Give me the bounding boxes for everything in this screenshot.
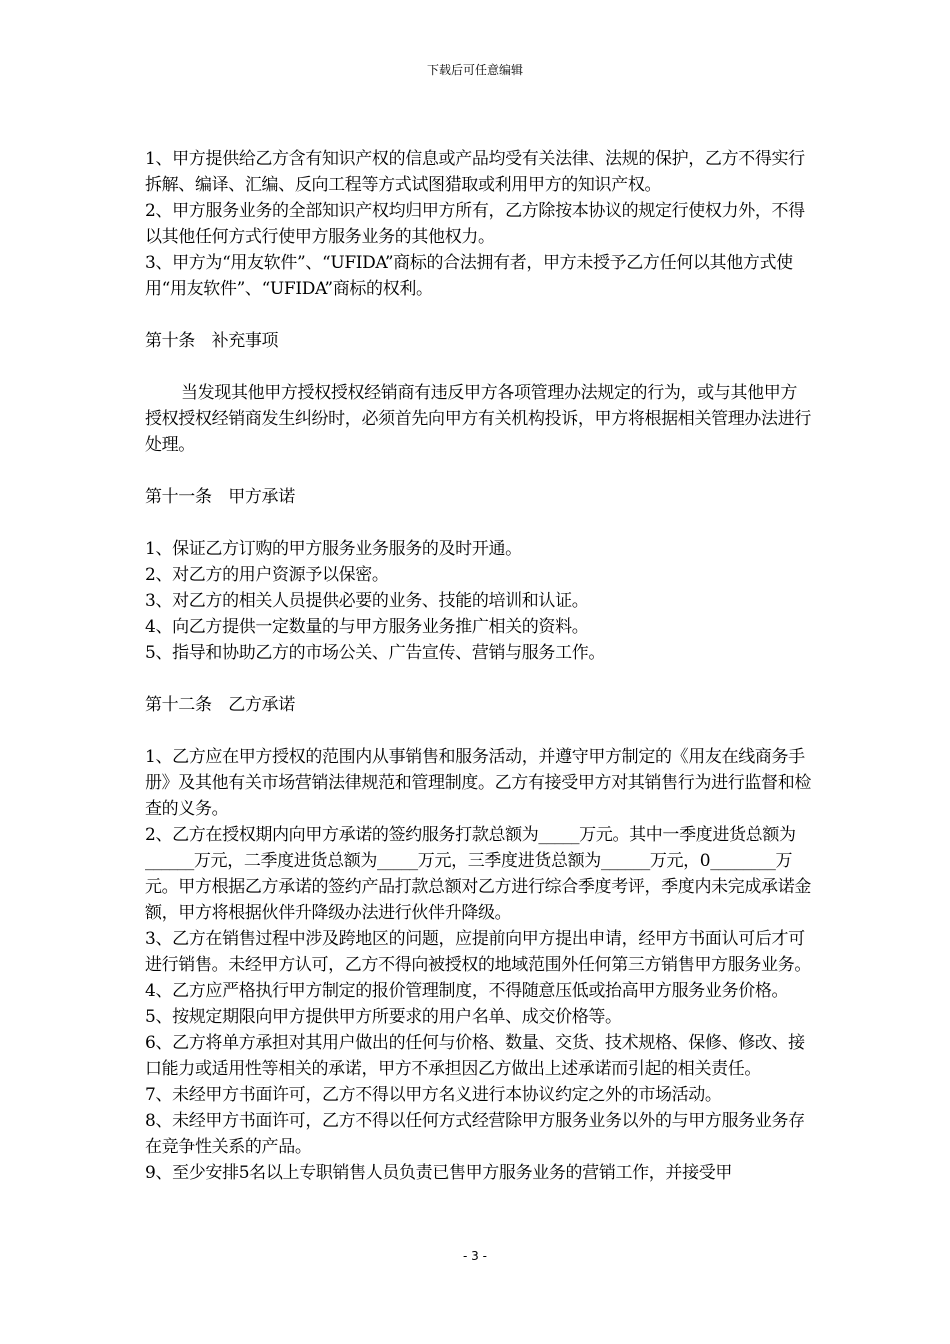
section-heading-article-11: 第十一条 甲方承诺 xyxy=(145,487,295,507)
article-11-item-2: 2、对乙方的用户资源予以保密。 xyxy=(145,565,389,585)
article-12-item-1: 1、乙方应在甲方授权的范围内从事销售和服务活动，并遵守甲方制定的《用友在线商务手册》及其他有关市场营销法律规范和管理制度。乙方有接受甲方对其销售行为进行监督和检查的义务。 xyxy=(145,747,811,819)
article-11-item-3: 3、对乙方的相关人员提供必要的业务、技能的培训和认证。 xyxy=(145,591,589,611)
article-11-item-5: 5、指导和协助乙方的市场公关、广告宣传、营销与服务工作。 xyxy=(145,643,606,663)
article-12-item-9: 9、至少安排5名以上专职销售人员负责已售甲方服务业务的营销工作，并接受甲 xyxy=(145,1163,733,1183)
section-heading-article-12: 第十二条 乙方承诺 xyxy=(145,695,295,715)
document-body xyxy=(145,146,813,1186)
article-12-item-3: 3、乙方在销售过程中涉及跨地区的问题，应提前向甲方提出申请，经甲方书面认可后才可进行销售。未经甲方认可，乙方不得向被授权的地域范围外任何第三方销售甲方服务业务。 xyxy=(145,929,811,975)
page-header: 下载后可任意编辑 xyxy=(426,63,523,77)
ip-clause-3: 3、甲方为“用友软件”、“UFIDA”商标的合法拥有者，甲方未授予乙方任何以其他方式使用“用友软件”、“UFIDA”商标的权利。 xyxy=(145,253,793,299)
article-12-item-6: 6、乙方将单方承担对其用户做出的任何与价格、数量、交货、技术规格、保修、修改、接口能力或适用性等相关的承诺，甲方不承担因乙方做出上述承诺而引起的相关责任。 xyxy=(145,1033,805,1079)
article-11-item-1: 1、保证乙方订购的甲方服务业务服务的及时开通。 xyxy=(145,539,522,559)
article-11-item-4: 4、向乙方提供一定数量的与甲方服务业务推广相关的资料。 xyxy=(145,617,589,637)
article-12-item-8: 8、未经甲方书面许可，乙方不得以任何方式经营除甲方服务业务以外的与甲方服务业务存在竞争性关系的产品。 xyxy=(145,1111,805,1157)
ip-clause-2: 2、甲方服务业务的全部知识产权均归甲方所有，乙方除按本协议的规定行使权力外，不得以其他任何方式行使甲方服务业务的其他权力。 xyxy=(145,201,805,247)
article-12-item-4: 4、乙方应严格执行甲方制定的报价管理制度，不得随意压低或抬高甲方服务业务价格。 xyxy=(145,981,789,1001)
ip-clause-1: 1、甲方提供给乙方含有知识产权的信息或产品均受有关法律、法规的保护，乙方不得实行拆解、编译、汇编、反向工程等方式试图猎取或利用甲方的知识产权。 xyxy=(145,149,805,195)
page-number: - 3 - xyxy=(463,1249,487,1263)
section-heading-article-10: 第十条 补充事项 xyxy=(145,331,279,351)
article-12-item-7: 7、未经甲方书面许可，乙方不得以甲方名义进行本协议约定之外的市场活动。 xyxy=(145,1085,722,1105)
article-12-item-2: 2、乙方在授权期内向甲方承诺的签约服务打款总额为_____万元。其中一季度进货总额为______万元，二季度进货总额为_____万元，三季度进货总额为______万元，0________万元。甲方根据乙方承诺的签约产品打款总额对乙方进行综合季度考评，季度内未完成承诺金额，甲方将根据伙伴升降级办法进行伙伴升降级。 xyxy=(145,825,811,923)
article-12-item-5: 5、按规定期限向甲方提供甲方所要求的用户名单、成交价格等。 xyxy=(145,1007,622,1027)
article-10-paragraph: 当发现其他甲方授权授权经销商有违反甲方各项管理办法规定的行为，或与其他甲方授权授权经销商发生纠纷时，必须首先向甲方有关机构投诉，甲方将根据相关管理办法进行处理。 xyxy=(145,383,811,455)
